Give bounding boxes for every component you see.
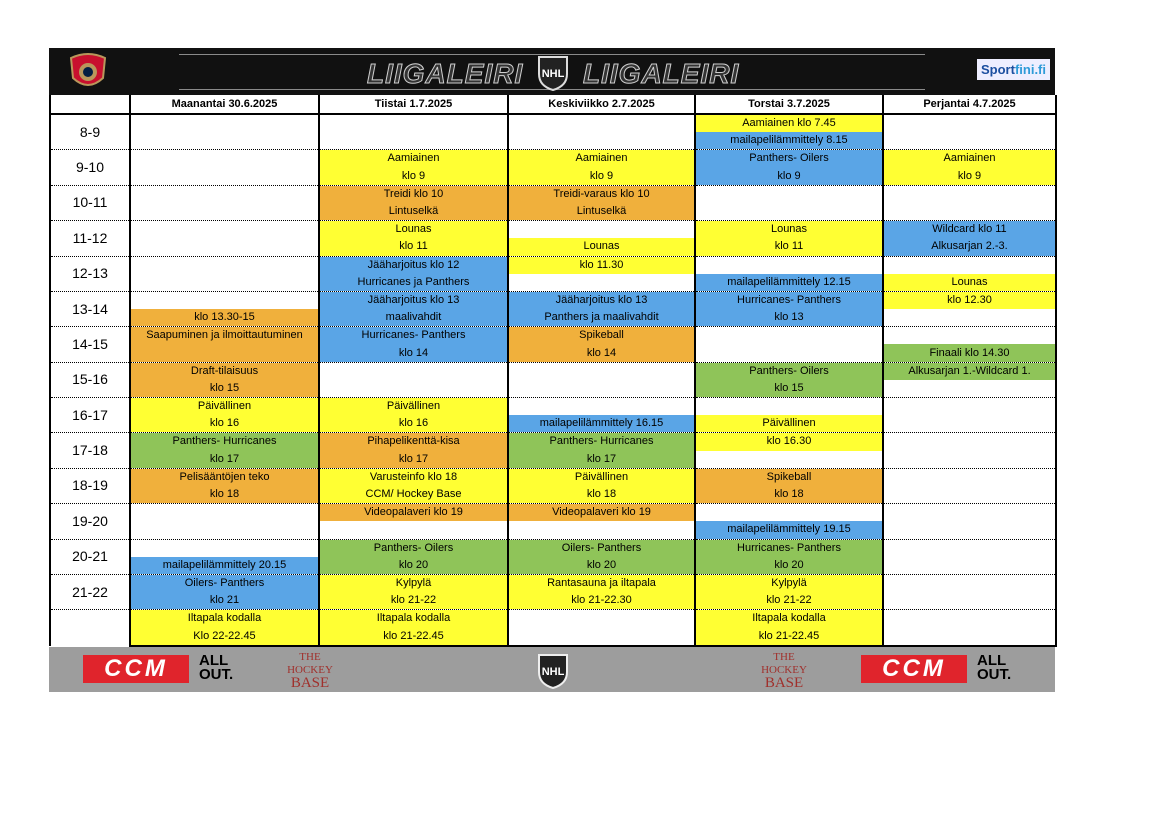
schedule-cell: Lounas <box>695 221 883 239</box>
hockey-base-logo-right <box>759 651 809 690</box>
schedule-cell: Lintuselkä <box>319 203 508 221</box>
time-slot: 8-9 <box>50 114 130 150</box>
schedule-cell <box>883 327 1056 345</box>
schedule-cell: klo 9 <box>695 168 883 186</box>
schedule-row <box>50 574 1056 592</box>
hb-hockey: HOCKEY <box>761 663 807 676</box>
schedule-sheet <box>49 48 1055 692</box>
schedule-cell: Jääharjoitus klo 13 <box>508 291 695 309</box>
schedule-row <box>50 557 1056 575</box>
schedule-cell <box>695 203 883 221</box>
schedule-row <box>50 539 1056 557</box>
schedule-cell: klo 17 <box>319 451 508 469</box>
schedule-cell: Päivällinen <box>130 398 319 416</box>
schedule-row <box>50 309 1056 327</box>
hb-the: THE <box>299 650 321 663</box>
schedule-cell <box>883 380 1056 398</box>
schedule-cell: klo 21-22.45 <box>695 627 883 645</box>
schedule-cell: Jääharjoitus klo 12 <box>319 256 508 274</box>
schedule-cell: CCM/ Hockey Base <box>319 486 508 504</box>
schedule-cell <box>883 592 1056 610</box>
schedule-cell: mailapelilämmittely 8.15 <box>695 132 883 150</box>
schedule-row <box>50 132 1056 150</box>
schedule-cell: Alkusarjan 1.-Wildcard 1. <box>883 362 1056 380</box>
schedule-cell <box>319 380 508 398</box>
time-slot: 9-10 <box>50 150 130 185</box>
schedule-cell <box>695 327 883 345</box>
schedule-cell: Aamiainen klo 7.45 <box>695 114 883 132</box>
schedule-cell: klo 11 <box>319 238 508 256</box>
schedule-cell: klo 17 <box>508 451 695 469</box>
hb-base: BASE <box>764 674 804 691</box>
schedule-cell <box>130 203 319 221</box>
schedule-cell <box>695 451 883 469</box>
schedule-cell <box>130 114 319 132</box>
out-text: OUT. <box>977 665 1012 683</box>
schedule-row <box>50 114 1056 132</box>
florida-panthers-icon <box>67 52 109 92</box>
schedule-cell: klo 9 <box>319 168 508 186</box>
schedule-cell <box>130 291 319 309</box>
time-slot: 10-11 <box>50 185 130 220</box>
schedule-cell: Spikeball <box>695 468 883 486</box>
hb-hockey: HOCKEY <box>287 663 333 676</box>
time-slot: 20-21 <box>50 539 130 574</box>
schedule-cell <box>319 114 508 132</box>
schedule-cell: klo 13.30-15 <box>130 309 319 327</box>
schedule-cell: Aamiainen <box>319 150 508 168</box>
schedule-cell: Lounas <box>319 221 508 239</box>
schedule-cell: klo 20 <box>695 557 883 575</box>
schedule-cell: mailapelilämmittely 19.15 <box>695 521 883 539</box>
time-slot: 14-15 <box>50 327 130 362</box>
schedule-cell: Aamiainen <box>508 150 695 168</box>
schedule-cell <box>883 398 1056 416</box>
schedule-cell <box>883 114 1056 132</box>
schedule-cell: Treidi klo 10 <box>319 185 508 203</box>
schedule-cell <box>695 344 883 362</box>
schedule-cell: Alkusarjan 2.-3. <box>883 238 1056 256</box>
schedule-cell <box>508 114 695 132</box>
schedule-row <box>50 486 1056 504</box>
day-header: Torstai 3.7.2025 <box>695 95 883 114</box>
schedule-cell: klo 16.30 <box>695 433 883 451</box>
schedule-cell: Päivällinen <box>319 398 508 416</box>
schedule-cell: klo 20 <box>508 557 695 575</box>
schedule-cell: Hurricanes ja Panthers <box>319 274 508 292</box>
schedule-row <box>50 256 1056 274</box>
schedule-cell <box>883 415 1056 433</box>
schedule-cell <box>130 256 319 274</box>
time-slot: 18-19 <box>50 468 130 503</box>
schedule-cell: Videopalaveri klo 19 <box>319 504 508 522</box>
schedule-cell: klo 21-22.30 <box>508 592 695 610</box>
day-header: Keskiviikko 2.7.2025 <box>508 95 695 114</box>
schedule-cell: Wildcard klo 11 <box>883 221 1056 239</box>
schedule-cell <box>883 451 1056 469</box>
sponsor-footer <box>49 647 1055 692</box>
schedule-cell: klo 11 <box>695 238 883 256</box>
schedule-cell <box>883 132 1056 150</box>
schedule-cell: klo 16 <box>319 415 508 433</box>
schedule-row <box>50 451 1056 469</box>
schedule-cell: Hurricanes- Panthers <box>695 539 883 557</box>
banner-title-right: LIIGALEIRI <box>583 58 740 89</box>
schedule-row <box>50 433 1056 451</box>
schedule-cell <box>883 203 1056 221</box>
schedule-cell: Saapuminen ja ilmoittautuminen <box>130 327 319 345</box>
schedule-cell: Iltapala kodalla <box>130 610 319 628</box>
schedule-cell: klo 9 <box>508 168 695 186</box>
schedule-cell: maalivahdit <box>319 309 508 327</box>
day-header: Maanantai 30.6.2025 <box>130 95 319 114</box>
schedule-cell: Treidi-varaus klo 10 <box>508 185 695 203</box>
time-slot <box>50 610 130 646</box>
schedule-cell: Hurricanes- Panthers <box>695 291 883 309</box>
schedule-cell: klo 12.30 <box>883 291 1056 309</box>
hb-base: BASE <box>290 674 330 691</box>
schedule-cell <box>883 539 1056 557</box>
schedule-row <box>50 185 1056 203</box>
schedule-cell: mailapelilämmittely 20.15 <box>130 557 319 575</box>
schedule-cell <box>130 344 319 362</box>
schedule-cell <box>319 521 508 539</box>
svg-text:NHL: NHL <box>541 665 565 678</box>
time-slot: 12-13 <box>50 256 130 291</box>
schedule-cell: klo 21 <box>130 592 319 610</box>
schedule-cell <box>508 362 695 380</box>
schedule-row <box>50 150 1056 168</box>
schedule-cell: Päivällinen <box>508 468 695 486</box>
schedule-cell <box>508 132 695 150</box>
schedule-cell: Panthers- Hurricanes <box>508 433 695 451</box>
time-slot: 11-12 <box>50 221 130 256</box>
schedule-cell: Spikeball <box>508 327 695 345</box>
schedule-cell: Hurricanes- Panthers <box>319 327 508 345</box>
schedule-cell <box>883 309 1056 327</box>
schedule-cell: klo 18 <box>130 486 319 504</box>
hockey-base-logo-left <box>285 651 335 690</box>
schedule-cell <box>508 274 695 292</box>
schedule-cell <box>319 132 508 150</box>
schedule-row <box>50 168 1056 186</box>
schedule-cell <box>130 274 319 292</box>
all-out-left <box>199 651 234 683</box>
schedule-row <box>50 398 1056 416</box>
schedule-row <box>50 291 1056 309</box>
schedule-cell: klo 20 <box>319 557 508 575</box>
schedule-cell: Jääharjoitus klo 13 <box>319 291 508 309</box>
time-slot: 21-22 <box>50 574 130 609</box>
schedule-cell <box>130 521 319 539</box>
schedule-row <box>50 221 1056 239</box>
schedule-cell <box>130 150 319 168</box>
schedule-cell <box>883 627 1056 645</box>
schedule-row <box>50 504 1056 522</box>
schedule-cell: klo 21-22.45 <box>319 627 508 645</box>
schedule-cell: klo 18 <box>508 486 695 504</box>
schedule-cell: Iltapala kodalla <box>695 610 883 628</box>
day-header: Perjantai 4.7.2025 <box>883 95 1056 114</box>
schedule-row <box>50 380 1056 398</box>
schedule-cell: klo 16 <box>130 415 319 433</box>
nhl-shield-icon <box>533 52 573 92</box>
sponsor-part1: Sport <box>981 62 1015 77</box>
hb-the: THE <box>773 650 795 663</box>
schedule-cell <box>130 504 319 522</box>
banner <box>49 48 1055 95</box>
schedule-cell: mailapelilämmittely 12.15 <box>695 274 883 292</box>
schedule-row <box>50 627 1056 645</box>
schedule-cell <box>130 238 319 256</box>
schedule-row <box>50 344 1056 362</box>
schedule-cell: klo 17 <box>130 451 319 469</box>
schedule-cell: klo 13 <box>695 309 883 327</box>
schedule-cell <box>883 433 1056 451</box>
schedule-cell: Lintuselkä <box>508 203 695 221</box>
schedule-row <box>50 610 1056 628</box>
schedule-cell <box>883 574 1056 592</box>
ccm-logo-right: CCM <box>861 655 967 683</box>
schedule-cell <box>130 221 319 239</box>
schedule-cell <box>883 557 1056 575</box>
schedule-cell <box>130 132 319 150</box>
schedule-cell: klo 18 <box>695 486 883 504</box>
schedule-row <box>50 238 1056 256</box>
schedule-cell: Kylpylä <box>695 574 883 592</box>
schedule-cell: Panthers- Hurricanes <box>130 433 319 451</box>
schedule-cell: Iltapala kodalla <box>319 610 508 628</box>
schedule-row <box>50 274 1056 292</box>
schedule-cell <box>883 185 1056 203</box>
schedule-cell: Lounas <box>883 274 1056 292</box>
schedule-cell <box>695 185 883 203</box>
schedule-cell <box>883 486 1056 504</box>
schedule-cell: Panthers ja maalivahdit <box>508 309 695 327</box>
svg-text:NHL: NHL <box>541 68 565 80</box>
all-out-right <box>977 651 1012 683</box>
schedule-cell: klo 14 <box>319 344 508 362</box>
schedule-cell <box>508 627 695 645</box>
sponsor-part2: fini.fi <box>1014 62 1046 77</box>
schedule-cell <box>883 256 1056 274</box>
schedule-row <box>50 415 1056 433</box>
schedule-cell: Panthers- Oilers <box>695 362 883 380</box>
schedule-cell: Klo 22-22.45 <box>130 627 319 645</box>
schedule-cell: klo 14 <box>508 344 695 362</box>
day-header: Tiistai 1.7.2025 <box>319 95 508 114</box>
schedule-cell <box>130 539 319 557</box>
schedule-row <box>50 468 1056 486</box>
schedule-cell <box>883 468 1056 486</box>
schedule-cell: Oilers- Panthers <box>130 574 319 592</box>
schedule-cell <box>695 256 883 274</box>
schedule-cell <box>695 398 883 416</box>
schedule-cell: Oilers- Panthers <box>508 539 695 557</box>
sportfin-logo <box>977 59 1050 80</box>
schedule-cell <box>130 168 319 186</box>
schedule-cell: Rantasauna ja iltapala <box>508 574 695 592</box>
nhl-shield-footer-icon <box>533 650 573 690</box>
schedule-cell: Kylpylä <box>319 574 508 592</box>
schedule-cell: Finaali klo 14.30 <box>883 344 1056 362</box>
schedule-cell <box>130 185 319 203</box>
schedule-cell: klo 15 <box>130 380 319 398</box>
schedule-cell: klo 21-22 <box>695 592 883 610</box>
schedule-table <box>49 95 1057 647</box>
schedule-cell: Panthers- Oilers <box>319 539 508 557</box>
schedule-cell: klo 15 <box>695 380 883 398</box>
time-slot: 15-16 <box>50 362 130 397</box>
header-blank <box>50 95 130 114</box>
schedule-cell <box>508 221 695 239</box>
schedule-cell <box>508 398 695 416</box>
banner-title-left: LIIGALEIRI <box>367 58 524 89</box>
schedule-cell: klo 21-22 <box>319 592 508 610</box>
time-slot: 17-18 <box>50 433 130 468</box>
schedule-cell <box>883 504 1056 522</box>
schedule-cell <box>883 610 1056 628</box>
all-text: ALL <box>199 651 229 669</box>
schedule-row <box>50 521 1056 539</box>
schedule-row <box>50 203 1056 221</box>
schedule-cell: Pihapelikenttä-kisa <box>319 433 508 451</box>
schedule-cell: Videopalaveri klo 19 <box>508 504 695 522</box>
schedule-cell: Päivällinen <box>695 415 883 433</box>
schedule-cell <box>883 521 1056 539</box>
time-slot: 16-17 <box>50 398 130 433</box>
time-slot: 19-20 <box>50 504 130 539</box>
schedule-cell: Pelisääntöjen teko <box>130 468 319 486</box>
schedule-cell: Lounas <box>508 238 695 256</box>
schedule-cell <box>319 362 508 380</box>
schedule-cell: Draft-tilaisuus <box>130 362 319 380</box>
schedule-cell: Aamiainen <box>883 150 1056 168</box>
schedule-cell: klo 11.30 <box>508 256 695 274</box>
schedule-cell: mailapelilämmittely 16.15 <box>508 415 695 433</box>
schedule-cell <box>695 504 883 522</box>
schedule-row <box>50 362 1056 380</box>
schedule-cell: Panthers- Oilers <box>695 150 883 168</box>
all-text: ALL <box>977 651 1007 669</box>
schedule-cell <box>508 380 695 398</box>
schedule-cell <box>508 521 695 539</box>
schedule-cell: klo 9 <box>883 168 1056 186</box>
ccm-logo-left: CCM <box>83 655 189 683</box>
out-text: OUT. <box>199 665 234 683</box>
schedule-row <box>50 327 1056 345</box>
schedule-cell: Varusteinfo klo 18 <box>319 468 508 486</box>
time-slot: 13-14 <box>50 291 130 326</box>
schedule-row <box>50 592 1056 610</box>
schedule-cell <box>508 610 695 628</box>
